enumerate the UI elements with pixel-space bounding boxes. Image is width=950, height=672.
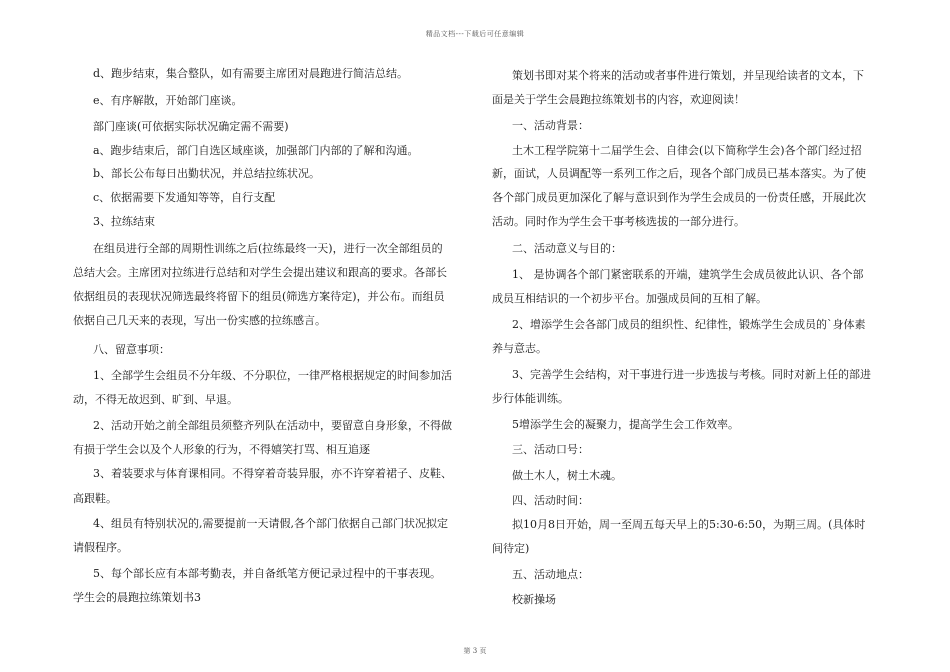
paragraph-line: 3、拉练结束 — [93, 215, 155, 228]
paragraph-line: 活动。同时作为学生会干事考核选拔的一部分进行。 — [492, 215, 745, 228]
paragraph-line: 做土木人，树土木魂。 — [512, 469, 622, 482]
paragraph-line: 依据自己几天来的表现，写出一份实感的拉练感言。 — [73, 314, 326, 327]
paragraph-line: 步行体能训练。 — [492, 392, 569, 405]
paragraph-line: 在组员进行全部的周期性训练之后(拉练最终一天)，进行一次全部组员的 — [93, 242, 443, 255]
section-heading: 三、活动口号： — [512, 443, 589, 456]
paragraph-line: 总结大会。主席团对拉练进行总结和对学生会提出建议和跟高的要求。各部长 — [73, 266, 447, 279]
paragraph-line: d、跑步结束，集合整队，如有需要主席团对晨跑进行简洁总结。 — [93, 67, 409, 80]
paragraph-line: 3、完善学生会结构，对干事进行进一步选拔与考核。同时对新上任的部进 — [512, 368, 871, 381]
paragraph-line: b、部长公布每日出勤状况，并总结拉练状况。 — [93, 167, 321, 180]
paragraph-line: 5、每个部长应有本部考勤表，并自备纸笔方便记录过程中的干事表现。 — [93, 567, 441, 580]
paragraph-line: 5增添学生会的凝聚力，提高学生会工作效率。 — [512, 418, 739, 431]
paragraph-line: 策划书即对某个将来的活动或者事件进行策划，并呈现给读者的文本，下 — [512, 69, 864, 82]
section-heading: 二、活动意义与目的： — [512, 242, 622, 255]
paragraph-line: 1、 是协调各个部门紧密联系的开端，建筑学生会成员彼此认识、各个部 — [512, 268, 864, 281]
section-heading: 学生会的晨跑拉练策划书3 — [73, 591, 201, 604]
paragraph-line: 依据组员的表现状况筛选最终将留下的组员(筛选方案待定)，并公布。而组员 — [73, 290, 445, 303]
paragraph-line: 4、组员有特别状况的,需要提前一天请假,各个部门依据自己部门状况拟定 — [93, 517, 448, 530]
section-heading: 五、活动地点： — [512, 568, 589, 581]
section-heading: 八、留意事项： — [93, 343, 170, 356]
paragraph-line: 校新操场 — [512, 593, 556, 606]
section-heading: 一、活动背景： — [512, 119, 589, 132]
page-footer: 第 3 页 — [463, 647, 487, 655]
paragraph-line: 成员互相结识的一个初步平台。加强成员间的互相了解。 — [492, 292, 767, 305]
paragraph-line: c、依据需要下发通知等等，自行支配 — [93, 191, 276, 204]
paragraph-line: 养与意志。 — [492, 342, 547, 355]
page-header: 精品文档---下载后可任意编辑 — [425, 30, 525, 38]
paragraph-line: 1、全部学生会组员不分年级、不分职位，一律严格根据规定的时间参加活 — [93, 369, 452, 382]
section-heading: 四、活动时间： — [512, 494, 589, 507]
paragraph-line: 土木工程学院第十二届学生会、自律会(以下简称学生会)各个部门经过招 — [512, 144, 862, 157]
paragraph-line: 新，面试，人员调配等一系列工作之后，现各个部门成员已基本落实。为了使 — [492, 167, 866, 180]
paragraph-line: a、跑步结束后，部门自选区域座谈，加强部门内部的了解和沟通。 — [93, 144, 419, 157]
paragraph-line: e、有序解散，开始部门座谈。 — [93, 94, 243, 107]
paragraph-line: 有损于学生会以及个人形象的行为，不得嬉笑打骂、相互追逐 — [73, 443, 370, 456]
paragraph-line: 高跟鞋。 — [73, 492, 117, 505]
paragraph-line: 3、着装要求与体育课相同。不得穿着奇装异服，亦不许穿着裙子、皮鞋、 — [93, 467, 452, 480]
paragraph-line: 动，不得无故迟到、旷到、早退。 — [73, 393, 238, 406]
paragraph-line: 间待定) — [492, 542, 530, 555]
paragraph-line: 2、增添学生会各部门成员的组织性、纪律性，锻炼学生会成员的`身体素 — [512, 318, 866, 331]
paragraph-line: 拟10月8日开始，周一至周五每天早上的5:30-6:50，为期三周。(具体时 — [512, 518, 866, 531]
paragraph-line: 请假程序。 — [73, 541, 128, 554]
paragraph-line: 2、活动开始之前全部组员须整齐列队在活动中，要留意自身形象，不得做 — [93, 419, 452, 432]
paragraph-line: 各个部门成员更加深化了解与意识到作为学生会成员的一份责任感，开展此次 — [492, 191, 866, 204]
paragraph-line: 部门座谈(可依据实际状况确定需不需要) — [93, 120, 289, 133]
paragraph-line: 面是关于学生会晨跑拉练策划书的内容，欢迎阅读！ — [492, 93, 745, 106]
